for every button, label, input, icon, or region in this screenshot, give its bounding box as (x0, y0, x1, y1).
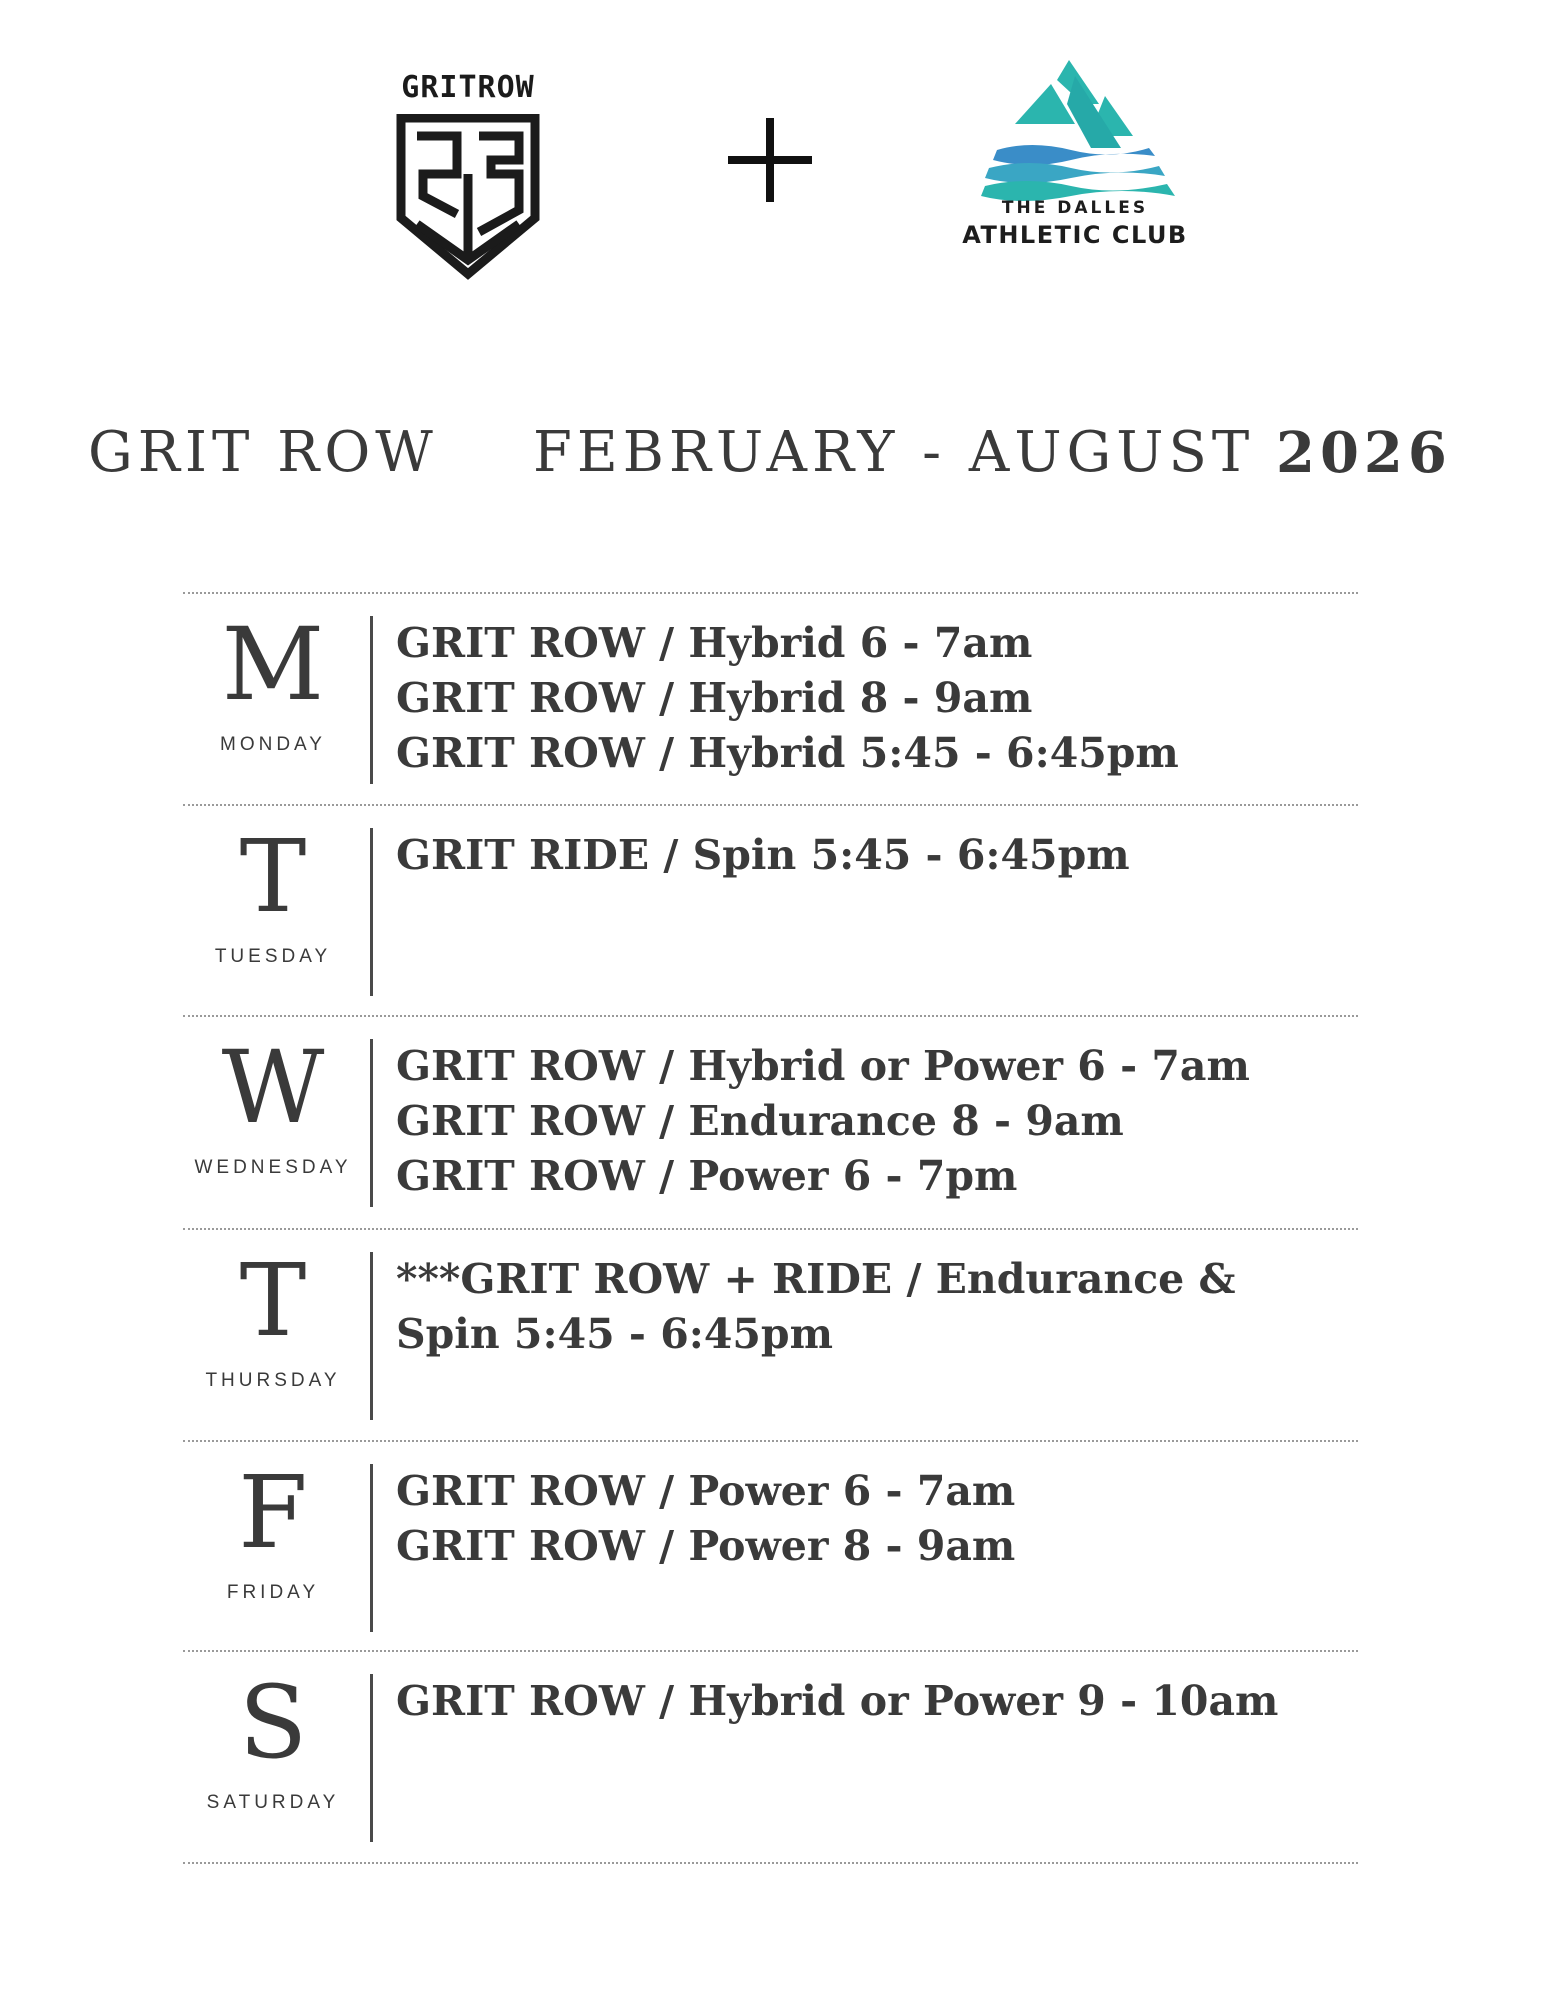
title-period: FEBRUARY - AUGUST (533, 420, 1255, 485)
plus-icon (728, 118, 812, 202)
row-separator (183, 1862, 1358, 1864)
day-row-saturday (183, 1652, 1358, 1862)
day-row-tuesday (183, 806, 1358, 1016)
day-row-wednesday (183, 1017, 1358, 1227)
gritrow-logo (393, 70, 543, 282)
session-item: GRIT ROW / Power 6 - 7am (396, 1467, 1016, 1515)
athletic-club-text: ATHLETIC CLUB (962, 221, 1188, 249)
session-item: GRIT ROW / Hybrid 5:45 - 6:45pm (396, 729, 1179, 777)
gritrow-wordmark: GRITROW (401, 70, 535, 105)
day-name: THURSDAY (205, 1370, 341, 1391)
day-row-monday (183, 594, 1358, 804)
column-divider (370, 1252, 373, 1420)
day-letter: W (221, 1029, 325, 1146)
column-divider (370, 1674, 373, 1842)
session-item: GRIT ROW / Hybrid or Power 6 - 7am (396, 1042, 1250, 1090)
column-divider (370, 1464, 373, 1632)
mountain-wave-icon (971, 56, 1181, 216)
day-name: WEDNESDAY (194, 1157, 352, 1178)
session-item: GRIT ROW / Hybrid or Power 9 - 10am (396, 1677, 1279, 1725)
day-name: MONDAY (220, 734, 326, 755)
session-item: GRIT ROW / Power 6 - 7pm (396, 1152, 1018, 1200)
session-item: GRIT ROW / Power 8 - 9am (396, 1522, 1016, 1570)
session-item: Spin 5:45 - 6:45pm (396, 1310, 833, 1358)
dalles-athletic-club-logo (945, 56, 1205, 256)
session-list (396, 1252, 1346, 1362)
session-item: GRIT ROW / Hybrid 6 - 7am (396, 619, 1033, 667)
day-row-thursday (183, 1230, 1358, 1440)
title-brand: GRIT ROW (88, 420, 438, 485)
day-letter: S (238, 1664, 308, 1781)
column-divider (370, 616, 373, 784)
title-year: 2026 (1276, 420, 1452, 486)
column-divider (370, 1039, 373, 1207)
session-list (396, 1464, 1346, 1574)
session-list (396, 616, 1346, 781)
session-list (396, 828, 1346, 883)
page-title (88, 420, 1508, 490)
column-divider (370, 828, 373, 996)
dalles-top-text: THE DALLES (1001, 198, 1149, 218)
session-item: ***GRIT ROW + RIDE / Endurance & (396, 1255, 1236, 1303)
day-letter: T (239, 818, 307, 935)
day-name: SATURDAY (206, 1792, 340, 1813)
day-letter: T (239, 1242, 307, 1359)
day-letter: M (221, 606, 325, 723)
session-list (396, 1674, 1346, 1729)
session-item: GRIT ROW / Endurance 8 - 9am (396, 1097, 1124, 1145)
gritrow-shield-icon (395, 114, 541, 282)
session-item: GRIT RIDE / Spin 5:45 - 6:45pm (396, 831, 1130, 879)
day-name: FRIDAY (226, 1582, 320, 1603)
session-list (396, 1039, 1346, 1204)
day-row-friday (183, 1442, 1358, 1652)
day-name: TUESDAY (214, 946, 332, 967)
session-item: GRIT ROW / Hybrid 8 - 9am (396, 674, 1033, 722)
logo-header (0, 0, 1545, 320)
day-letter: F (238, 1454, 308, 1571)
